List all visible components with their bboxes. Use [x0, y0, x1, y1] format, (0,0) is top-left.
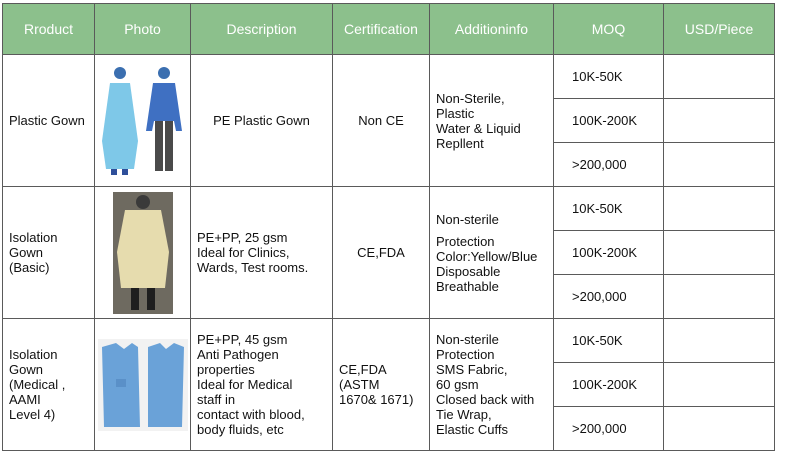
product-table: [2, 3, 775, 451]
info-line: Closed back with: [436, 392, 535, 407]
moq-cell: 100K-200K: [554, 99, 664, 143]
product-name: [3, 319, 95, 451]
table-row: [3, 55, 775, 99]
product-name-line: Gown: [9, 245, 43, 260]
description-line: Ideal for Clinics,: [197, 245, 290, 260]
info-line: Protection: [436, 233, 495, 249]
info-line: Color:Yellow/Blue: [436, 248, 538, 264]
description-line: body fluids, etc: [197, 422, 284, 437]
info-line: Water & Liquid: [436, 120, 521, 136]
product-name-line: (Medical ,: [9, 377, 66, 392]
description-line: staff in: [197, 392, 236, 407]
info-line: Repllent: [436, 135, 484, 151]
price-cell: [664, 275, 775, 319]
info-line: Disposable: [436, 263, 501, 279]
description-line: Anti Pathogen: [197, 347, 279, 362]
description-cell: [191, 55, 333, 187]
info-line: Breathable: [436, 278, 499, 294]
moq-cell: >200,000: [554, 407, 664, 451]
description-line: properties: [197, 362, 255, 377]
header-price: USD/Piece: [664, 4, 775, 55]
header-row: [3, 4, 775, 55]
info-line: 60 gsm: [436, 377, 479, 392]
product-name-line: (Basic): [9, 260, 50, 275]
certification-cell: [333, 187, 430, 319]
info-line: Non-sterile: [436, 332, 499, 347]
description-line: PE+PP, 45 gsm: [197, 332, 288, 347]
photo-cell: [95, 187, 191, 319]
moq-cell: >200,000: [554, 143, 664, 187]
description-line: contact with blood,: [197, 407, 305, 422]
description-line: Ideal for Medical: [197, 377, 293, 392]
price-cell: [664, 407, 775, 451]
info-line: Elastic Cuffs: [436, 422, 509, 437]
product-name-line: Plastic Gown: [9, 113, 85, 128]
info-line: Plastic: [436, 105, 475, 121]
product-name: [3, 55, 95, 187]
info-cell: [430, 55, 554, 187]
info-line: Non-Sterile,: [436, 90, 505, 106]
description-line: PE+PP, 25 gsm: [197, 230, 288, 245]
moq-cell: 10K-50K: [554, 187, 664, 231]
product-name-line: Level 4): [9, 407, 56, 422]
certification-line: 1670& 1671): [339, 392, 414, 407]
gown-photo-medical: [98, 339, 188, 431]
info-line: SMS Fabric,: [436, 362, 508, 377]
price-cell: [664, 231, 775, 275]
header-moq: MOQ: [554, 4, 664, 55]
description-line: Wards, Test rooms.: [197, 260, 309, 275]
photo-cell: [95, 55, 191, 187]
gown-photo-plastic: [98, 61, 188, 181]
info-line: Tie Wrap,: [436, 407, 492, 422]
moq-cell: >200,000: [554, 275, 664, 319]
info-cell: [430, 187, 554, 319]
info-line: Non-sterile: [436, 211, 499, 227]
moq-cell: 10K-50K: [554, 319, 664, 363]
table-row: [3, 319, 775, 363]
info-line: Protection: [436, 347, 495, 362]
description-line: PE Plastic Gown: [213, 113, 310, 128]
header-certification: Certification: [333, 4, 430, 55]
info-cell: [430, 319, 554, 451]
price-cell: [664, 319, 775, 363]
table-row: [3, 187, 775, 231]
price-cell: [664, 187, 775, 231]
certification-line: (ASTM: [339, 377, 380, 392]
gown-photo-basic: [113, 192, 173, 314]
product-name-line: Gown: [9, 362, 43, 377]
moq-cell: 100K-200K: [554, 231, 664, 275]
product-name-line: Isolation: [9, 230, 58, 245]
price-cell: [664, 99, 775, 143]
header-additional-info: Additioninfo: [430, 4, 554, 55]
certification-line: CE,FDA: [357, 245, 405, 260]
price-cell: [664, 55, 775, 99]
certification-line: Non CE: [358, 113, 404, 128]
certification-cell: [333, 319, 430, 451]
moq-cell: 10K-50K: [554, 55, 664, 99]
header-description: Description: [191, 4, 333, 55]
certification-cell: [333, 55, 430, 187]
description-cell: [191, 187, 333, 319]
price-cell: [664, 143, 775, 187]
product-name: [3, 187, 95, 319]
header-product: Rroduct: [3, 4, 95, 55]
price-cell: [664, 363, 775, 407]
description-cell: [191, 319, 333, 451]
header-photo: Photo: [95, 4, 191, 55]
moq-cell: 100K-200K: [554, 363, 664, 407]
photo-cell: [95, 319, 191, 451]
certification-line: CE,FDA: [339, 362, 387, 377]
product-name-line: AAMI: [9, 392, 41, 407]
product-name-line: Isolation: [9, 347, 58, 362]
